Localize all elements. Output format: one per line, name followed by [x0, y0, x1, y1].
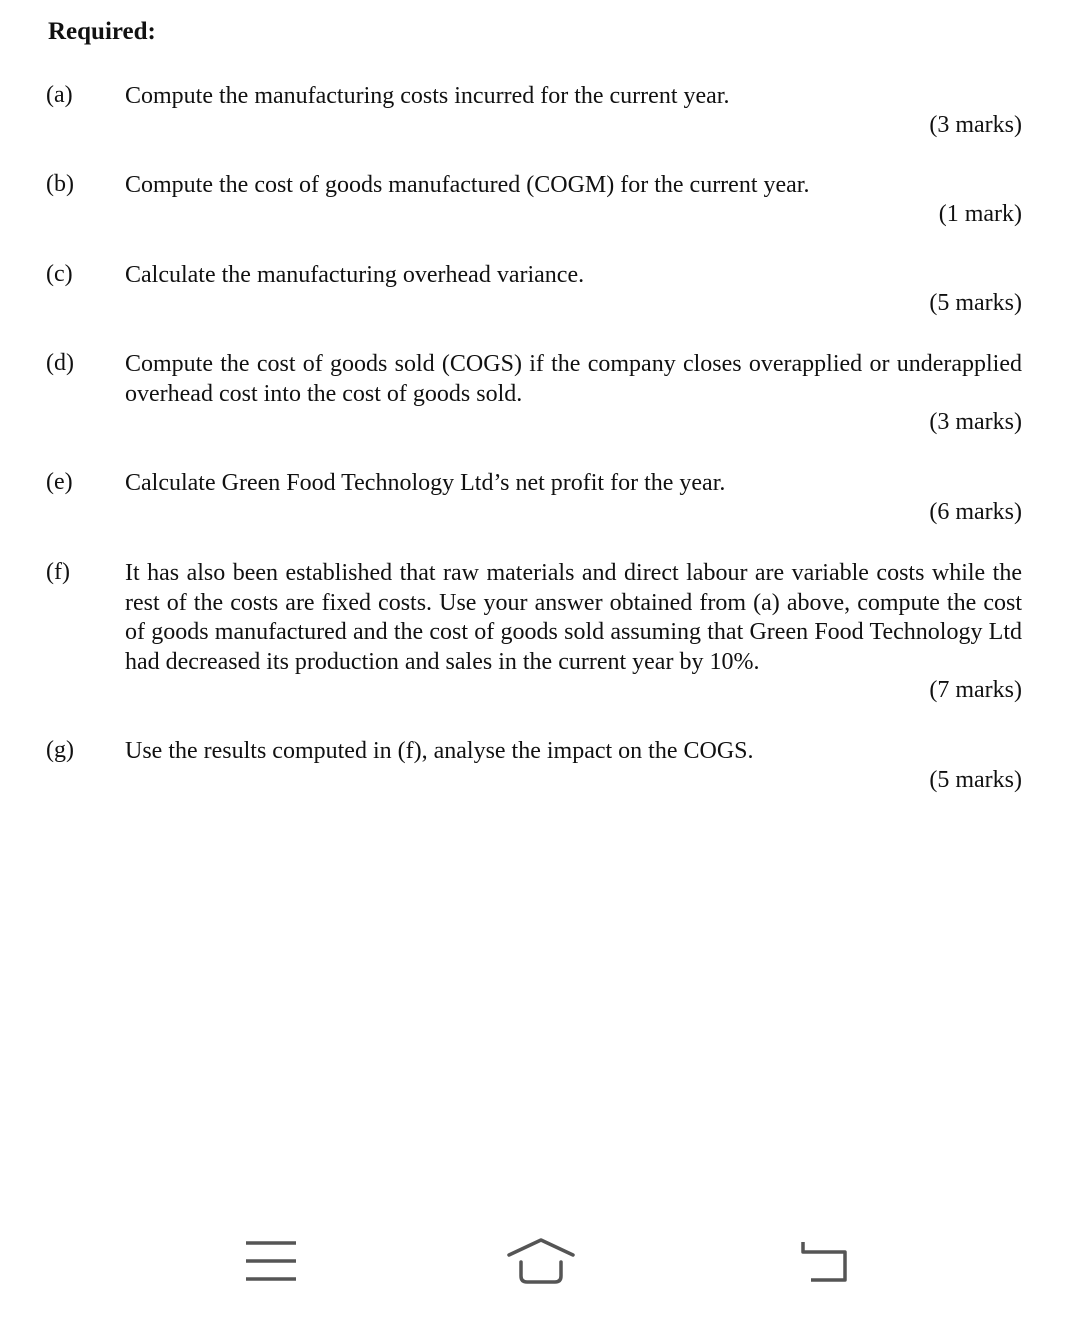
- question-marks: (6 marks): [929, 499, 1022, 525]
- recent-apps-icon: [245, 1239, 297, 1283]
- question-label: (f): [46, 559, 70, 585]
- question-marks: (3 marks): [929, 112, 1022, 138]
- question-text: Compute the manufacturing costs incurred for the current year.: [125, 83, 730, 109]
- question-text: Compute the cost of goods sold (COGS) if the company closes overapplied or underapplied overhead cost into the cost of goods sold.: [125, 351, 1022, 407]
- question-text: Use the results computed in (f), analyse the impact on the COGS.: [125, 738, 754, 764]
- question-label: (a): [46, 82, 73, 108]
- question-text: Compute the cost of goods manufactured (COGM) for the current year.: [125, 172, 810, 198]
- question-label: (b): [46, 171, 74, 197]
- system-navigation-bar: [0, 1216, 1080, 1306]
- back-button[interactable]: [778, 1216, 868, 1306]
- home-icon: [505, 1236, 577, 1286]
- question-text: It has also been established that raw materials and direct labour are variable costs while the rest of the costs are fixed costs. Use your answer obtained from (a) above, compute the cost of goods manufactured and the cost of goods sold assuming that Green Food Technology Ltd had decreased its production and sales in the current year by 10%.: [125, 560, 1022, 675]
- question-label: (c): [46, 261, 73, 287]
- question-marks: (3 marks): [929, 409, 1022, 435]
- question-marks: (5 marks): [929, 290, 1022, 316]
- question-label: (d): [46, 350, 74, 376]
- question-label: (g): [46, 737, 74, 763]
- page-heading: Required:: [48, 18, 156, 45]
- question-text: Calculate the manufacturing overhead variance.: [125, 262, 585, 288]
- question-marks: (5 marks): [929, 767, 1022, 793]
- question-text: Calculate Green Food Technology Ltd’s net profit for the year.: [125, 470, 726, 496]
- question-label: (e): [46, 469, 73, 495]
- recent-apps-button[interactable]: [226, 1216, 316, 1306]
- question-marks: (7 marks): [929, 677, 1022, 703]
- back-icon: [793, 1238, 853, 1284]
- question-marks: (1 mark): [938, 201, 1022, 227]
- home-button[interactable]: [496, 1216, 586, 1306]
